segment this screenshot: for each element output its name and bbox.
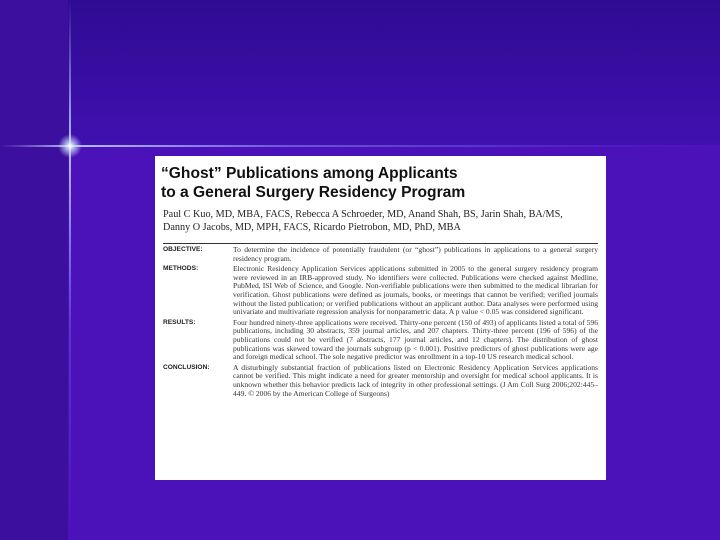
section-results bbox=[163, 319, 598, 362]
paper-title-line-1: “Ghost” Publications among Applicants bbox=[161, 165, 458, 182]
section-label: CONCLUSION: bbox=[163, 363, 210, 371]
paper-title-line-2: to a General Surgery Residency Program bbox=[161, 184, 466, 201]
section-text: A disturbingly substantial fraction of publications listed on Electronic Residency Application Services applications cannot be verified. This might indicate a need for greater mentorship and oversight for medical school applicants. It is unknown whether this behavior predicts lack of integrity in other professional settings. (J Am Coll Surg 2006;202:445–449. © 2006 by the American College of Surgeons) bbox=[233, 362, 598, 398]
section-label: OBJECTIVE: bbox=[163, 246, 203, 253]
section-text: Four hundred ninety-three applications were received. Thirty-one percent (150 of 493) of applicants listed a total of 596 publications, including 30 abstracts, 359 journal articles, and 207 chapters. Thirty-three percent (196 of 596) of the publications could not be verified (7 abstracts, 177 journal articles, and 12 chapters). The distribution of ghost publications was skewed toward the journals subgroup (p < 0.001). Positive predictors of ghost publications were age and foreign medical school. The sole negative predictor was enrollment in a top-10 US research medical school. bbox=[233, 317, 598, 362]
section-label: RESULTS: bbox=[163, 318, 196, 326]
slide-top-band bbox=[0, 0, 720, 145]
paper-authors-line-1: Paul C Kuo, MD, MBA, FACS, Rebecca A Schroeder, MD, Anand Shah, BS, Jarin Shah, BA/MS, bbox=[163, 209, 563, 220]
section-objective bbox=[163, 246, 598, 263]
sparkle-horizontal-line bbox=[0, 145, 720, 147]
section-text: To determine the incidence of potentially fraudulent (or “ghost”) publications in applications to a general surgery residency program. bbox=[233, 245, 598, 263]
section-methods bbox=[163, 265, 598, 317]
section-text: Electronic Residency Application Services applications submitted in 2005 to the general surgery residency program were reviewed in an IRB-approved study. No identifiers were collected. Publications were checked against Medline, PubMed, ISI Web of Science, and Google. Non-verifiable publications were then submitted to the medical librarian for verification. Ghost publications were defined as journals, books, or meetings that cannot be verified; verified journals without the listed publication; or verified publications without an applicant author. Data analyses were performed using univariate and multivariate regression analysis for nonparametric data. A p value < 0.05 was considered significant. bbox=[233, 264, 598, 317]
paper-authors bbox=[163, 208, 598, 234]
sparkle-vertical-line bbox=[69, 0, 71, 540]
divider bbox=[163, 243, 598, 244]
slide-left-band bbox=[0, 0, 68, 540]
paper-abstract-image bbox=[155, 156, 606, 480]
section-label: METHODS: bbox=[163, 265, 199, 273]
paper-title bbox=[161, 164, 598, 202]
section-conclusion bbox=[163, 364, 598, 398]
sparkle-star-icon bbox=[58, 134, 82, 158]
paper-authors-line-2: Danny O Jacobs, MD, MPH, FACS, Ricardo Pietrobon, MD, PhD, MBA bbox=[163, 222, 461, 233]
